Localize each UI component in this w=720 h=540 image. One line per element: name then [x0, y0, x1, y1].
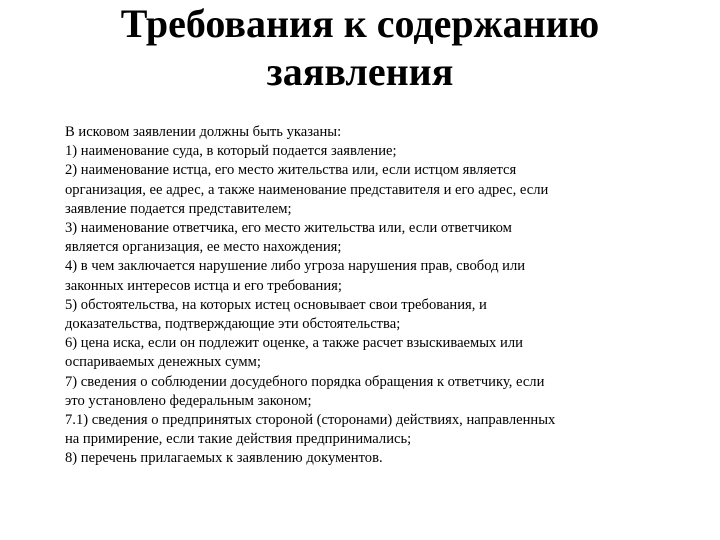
body-line-item-8: 8) перечень прилагаемых к заявлению документов. — [65, 450, 383, 467]
body-line-intro: В исковом заявлении должны быть указаны: — [65, 124, 342, 140]
body-line-item-5-b: доказательства, подтверждающие эти обстоятельства; — [65, 316, 401, 333]
body-line-item-4-b: законных интересов истца и его требования; — [65, 277, 342, 294]
body-line-item-2-a: 2) наименование истца, его место жительства или, если истцом является — [65, 162, 517, 179]
body-line-item-7-a: 7) сведения о соблюдении досудебного порядка обращения к ответчику, если — [65, 373, 545, 390]
body-line-item-2-b: организация, ее адрес, а также наименование представителя и его адрес, если — [65, 181, 549, 198]
body-line-item-3-b: является организация, ее место нахождения; — [65, 239, 342, 256]
body-line-item-4-a: 4) в чем заключается нарушение либо угроза нарушения прав, свобод или — [65, 258, 526, 275]
body-line-item-6-b: оспариваемых денежных сумм; — [65, 354, 261, 371]
slide-title-line-1: Требования к содержанию — [120, 1, 600, 46]
slide-body — [65, 123, 715, 469]
slide-title — [40, 0, 680, 96]
body-line-item-3-a: 3) наименование ответчика, его место жительства или, если ответчиком — [65, 220, 512, 237]
body-line-item-7-b: это установлено федеральным законом; — [65, 392, 312, 409]
body-line-item-7-1-a: 7.1) сведения о предпринятых стороной (сторонами) действиях, направленных — [65, 412, 556, 429]
body-line-item-2-c: заявление подается представителем; — [65, 200, 292, 217]
slide-title-line-2: заявления — [266, 49, 454, 94]
body-line-item-1: 1) наименование суда, в который подается заявление; — [65, 143, 397, 160]
body-line-item-5-a: 5) обстоятельства, на которых истец основывает свои требования, и — [65, 296, 487, 313]
body-line-item-6-a: 6) цена иска, если он подлежит оценке, а также расчет взыскиваемых или — [65, 335, 523, 352]
body-line-item-7-1-b: на примирение, если такие действия предпринимались; — [65, 431, 412, 448]
